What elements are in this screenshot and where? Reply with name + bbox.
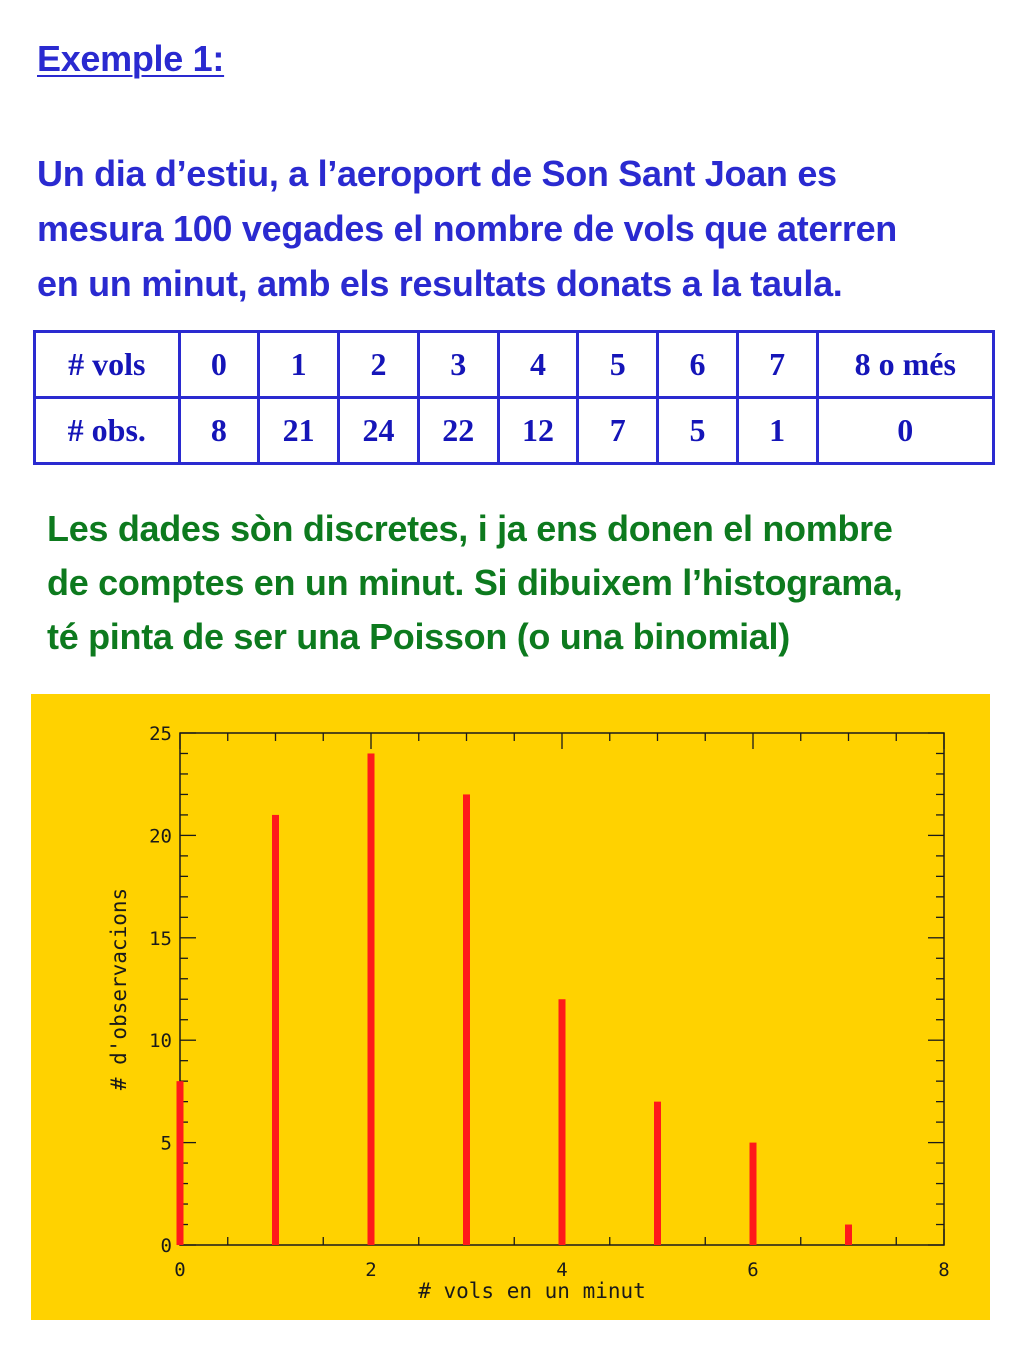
table-cell: 0: [817, 398, 993, 464]
intro-line: en un minut, amb els resultats donats a la taula.: [37, 263, 843, 304]
table-cell: 21: [259, 398, 339, 464]
histogram-chart: [31, 694, 990, 1320]
observations-table: [33, 330, 995, 465]
histogram-bar: [654, 1102, 661, 1245]
y-tick-label: 10: [149, 1030, 172, 1053]
description-line: de comptes en un minut. Si dibuixem l’histograma,: [47, 562, 903, 603]
table-cell: 4: [498, 332, 578, 398]
table-cell: 7: [737, 332, 817, 398]
table-cell: 1: [259, 332, 339, 398]
x-tick-label: 6: [747, 1259, 759, 1281]
table-row-obs: [35, 398, 994, 464]
histogram-bar: [368, 753, 375, 1245]
table-cell: 24: [339, 398, 419, 464]
table-cell: 7: [578, 398, 658, 464]
y-tick-label: 15: [149, 927, 172, 950]
histogram-bar: [272, 815, 279, 1245]
table-row-vols: [35, 332, 994, 398]
histogram-panel: [31, 694, 990, 1320]
x-axis-label: # vols en un minut: [418, 1279, 646, 1303]
y-tick-label: 5: [160, 1132, 172, 1155]
table-cell: # obs.: [35, 398, 180, 464]
intro-line: Un dia d’estiu, a l’aeroport de Son Sant Joan es: [37, 153, 837, 194]
x-tick-label: 8: [938, 1259, 950, 1281]
y-tick-label: 25: [149, 723, 172, 745]
intro-line: mesura 100 vegades el nombre de vols que aterren: [37, 208, 897, 249]
description-line: Les dades sòn discretes, i ja ens donen el nombre: [47, 508, 893, 549]
x-tick-label: 4: [556, 1259, 568, 1281]
table-cell: # vols: [35, 332, 180, 398]
table-cell: 1: [737, 398, 817, 464]
x-tick-label: 0: [174, 1259, 186, 1281]
histogram-bar: [463, 794, 470, 1245]
table-cell: 12: [498, 398, 578, 464]
example-heading: Exemple 1:: [37, 38, 225, 79]
y-tick-label: 20: [149, 825, 172, 848]
x-tick-label: 2: [365, 1259, 377, 1281]
histogram-bar: [559, 999, 566, 1245]
table-cell: 8: [179, 398, 259, 464]
histogram-bar: [750, 1143, 757, 1245]
table-cell: 22: [418, 398, 498, 464]
table-cell: 8 o més: [817, 332, 993, 398]
histogram-bar: [177, 1081, 184, 1245]
table-cell: 6: [658, 332, 738, 398]
description-line: té pinta de ser una Poisson (o una binomial): [47, 616, 790, 657]
intro-paragraph: [37, 146, 997, 311]
table-cell: 5: [658, 398, 738, 464]
table-cell: 0: [179, 332, 259, 398]
description-paragraph: [47, 502, 1007, 664]
table-cell: 5: [578, 332, 658, 398]
y-tick-label: 0: [160, 1235, 172, 1257]
y-axis-label: # d'observacions: [107, 887, 131, 1091]
table-cell: 2: [339, 332, 419, 398]
histogram-bar: [845, 1225, 852, 1245]
table-cell: 3: [418, 332, 498, 398]
